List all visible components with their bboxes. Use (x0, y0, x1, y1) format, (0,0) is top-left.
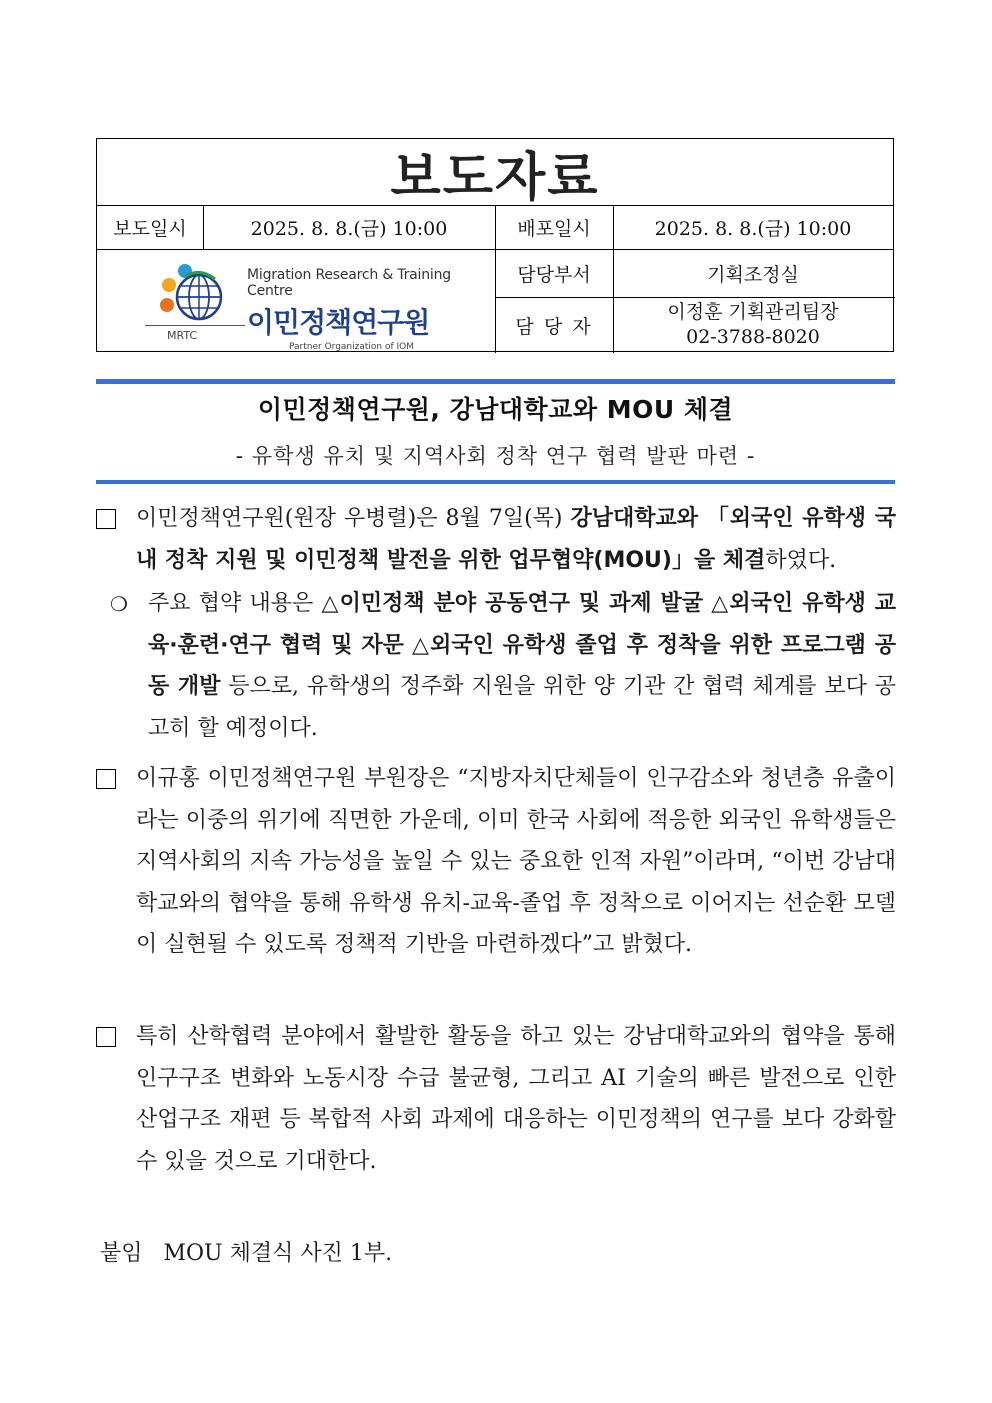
p1-text-1: 이민정책연구원(원장 우병렬)은 8월 7일(목) (136, 506, 571, 531)
paragraph-2 (96, 758, 896, 966)
paragraph-1 (96, 498, 896, 581)
checkbox-bullet-icon (96, 509, 116, 529)
p1-text-2: 하였다. (765, 547, 837, 573)
document-title: 보도자료 (390, 147, 600, 208)
logo-partner-text: Partner Organization of IOM (289, 342, 415, 352)
bottom-rule (96, 480, 895, 484)
paragraph-3 (96, 1016, 896, 1182)
contact-label: 담 당 자 (515, 315, 593, 338)
paragraph-1-detail (96, 583, 896, 749)
article-title: 이민정책연구원, 강남대학교와 MOU 체결 (257, 395, 734, 424)
p1sub-bold-1: 이민정책 분야 공동연구 및 과제 발굴 (339, 591, 703, 616)
logo-abbreviation: MRTC (167, 329, 198, 342)
globe-icon (155, 257, 237, 329)
p3-text: 특히 산학협력 분야에서 활발한 활동을 하고 있는 강남대학교와의 협약을 통해 인구구조 변화와 노동시장 수급 불균형, 그리고 AI 기술의 빠른 발전으로 인한 산업구조 재편 등 복합적 사회 과제에 대응하는 이민정책의 연구를 보다 강화할 수 있을 것으로 기대한다. (136, 1024, 896, 1174)
attachment-note: 붙임 MOU 체결식 사진 1부. (100, 1241, 393, 1266)
p1sub-text-1: 주요 협약 내용은 △ (148, 591, 340, 616)
p1sub-text-3: △ (403, 632, 431, 658)
top-rule (96, 379, 895, 384)
department-value: 기획조정실 (707, 263, 799, 286)
p1sub-bold-2: 외국인 유학생 교육·훈련·연구 협력 및 자문 (148, 591, 897, 658)
p1sub-text-2: △ (703, 591, 730, 616)
contact-value (613, 297, 893, 353)
checkbox-bullet-icon (96, 1027, 116, 1047)
contact-phone: 02-3788-8020 (686, 326, 820, 348)
checkbox-bullet-icon (96, 769, 116, 789)
circle-bullet-icon: ❍ (110, 592, 128, 616)
logo-underline (145, 325, 245, 326)
article-subtitle: - 유학생 유치 및 지역사회 정착 연구 협력 발판 마련 - (235, 444, 756, 468)
department-label: 담당부서 (517, 263, 591, 286)
distribution-date-label: 배포일시 (517, 217, 591, 240)
release-date-value: 2025. 8. 8.(금) 10:00 (250, 217, 448, 240)
p1sub-bold-3: 외국인 유학생 졸업 후 정착을 위한 프로그램 공동 개발 (148, 632, 896, 699)
distribution-date-value: 2025. 8. 8.(금) 10:00 (654, 217, 852, 240)
p1-bold-1: 강남대학교와 「외국인 유학생 국내 정착 지원 및 이민정책 발전을 위한 업무협약(MOU)」을 체결 (136, 506, 896, 573)
release-date-label: 보도일시 (113, 217, 187, 240)
mrtc-logo (97, 249, 495, 353)
p1sub-text-4: 등으로, 유학생의 정주화 지원을 위한 양 기관 간 협력 체계를 보다 공고히 할 예정이다. (148, 674, 896, 741)
logo-korean-name: 이민정책연구원 (247, 306, 430, 339)
contact-name: 이정훈 기획관리팀장 (667, 301, 839, 323)
p2-text: 이규홍 이민정책연구원 부원장은 “지방자치단체들이 인구감소와 청년층 유출이라는 이중의 위기에 직면한 가운데, 이미 한국 사회에 적응한 외국인 유학생들은 지역사회의 지속 가능성을 높일 수 있는 중요한 인적 자원”이라며, “이번 강남대학교와의 협약을 통해 유학생 유치-교육-졸업 후 정착으로 이어지는 선순환 모델이 실현될 수 있도록 정책적 기반을 마련하겠다”고 밝혔다. (136, 766, 896, 957)
logo-english-name: Migration Research & Training Centre (247, 267, 451, 299)
press-release-header (96, 138, 894, 352)
